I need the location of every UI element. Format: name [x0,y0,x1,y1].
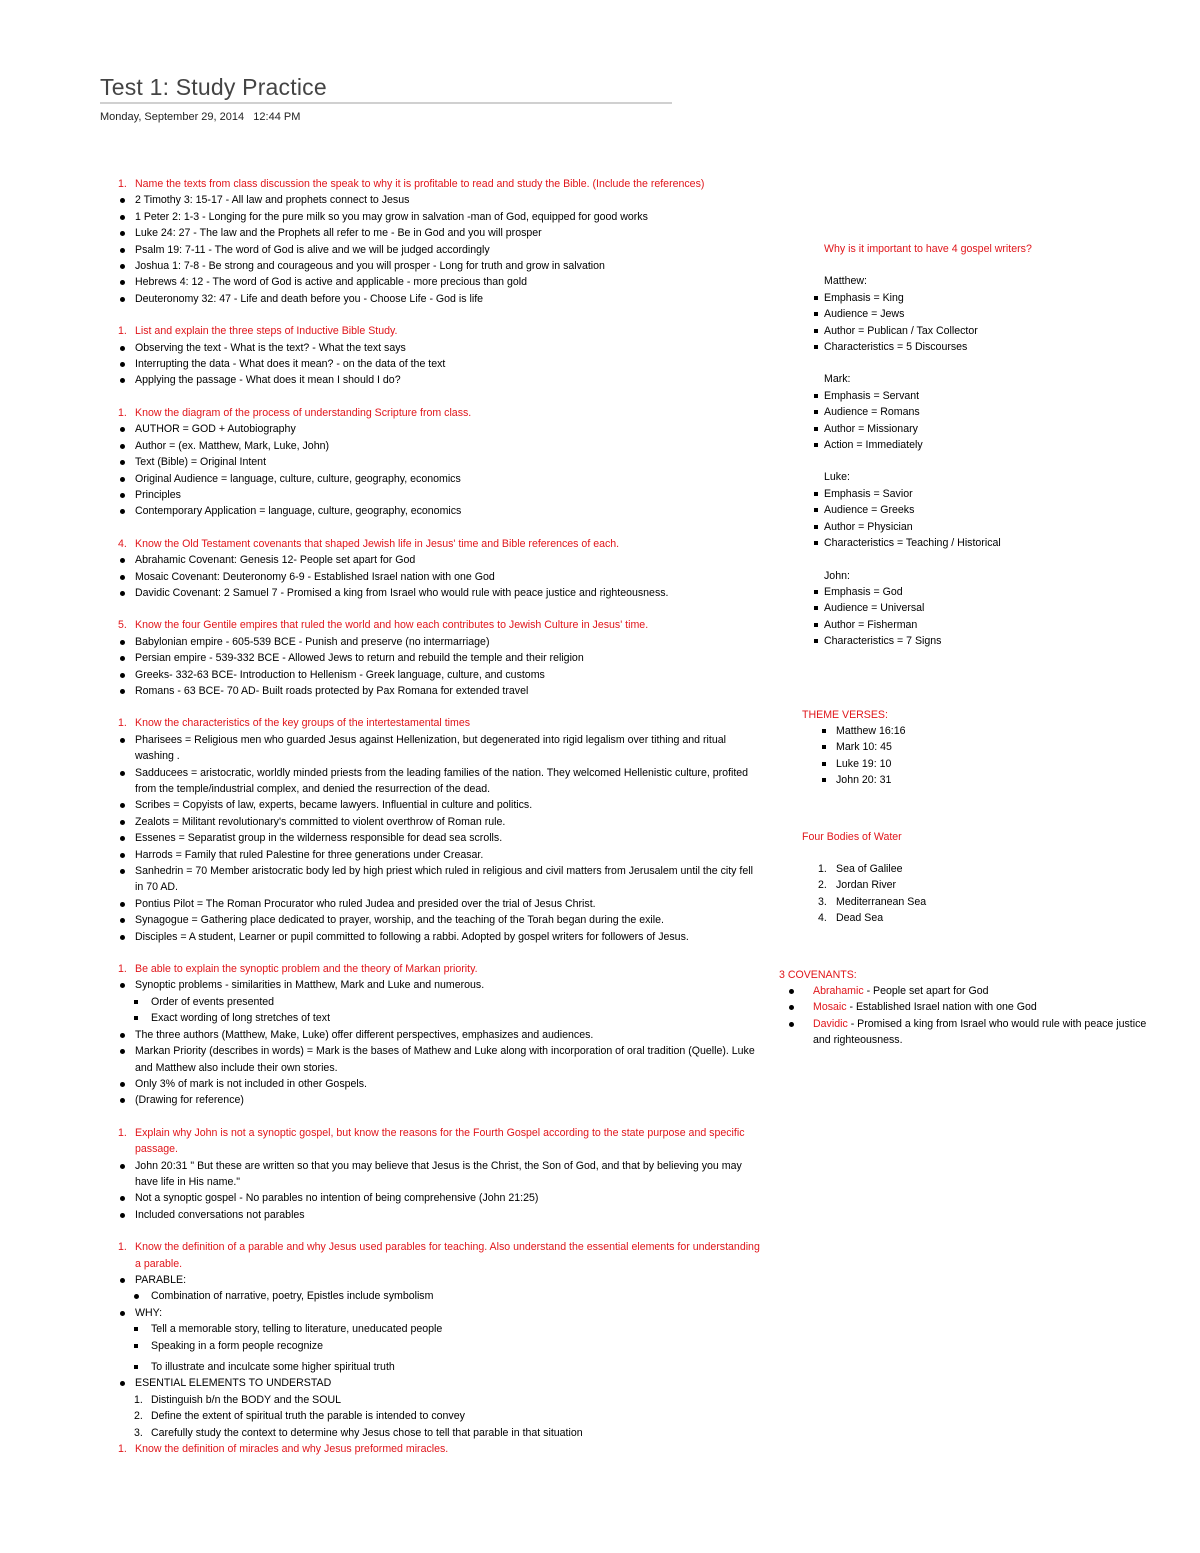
list-item: Emphasis = Servant [776,388,1156,404]
gospel-heading: Mark: [824,373,851,386]
list-item: Emphasis = Savior [776,486,1156,502]
list-item: Luke 19: 10 [776,756,1156,772]
list-item: Sanhedrin = 70 Member aristocratic body led by high priest which ruled in religious and civil matters from Jerusalem until the city fell in 70 AD. [118,863,764,896]
list-item: Synagogue = Gathering place dedicated to prayer, worship, and the teaching of the Torah began during the exile. [118,912,764,928]
list-item: WHY: [118,1305,764,1321]
list-item: Only 3% of mark is not included in other Gospels. [118,1076,764,1092]
section-covenants [118,536,764,602]
sub-list-item: 3. Carefully study the context to determine why Jesus chose to tell that parable in that situation [134,1426,583,1439]
list-item: Synoptic problems - similarities in Matthew, Mark and Luke and numerous. [118,977,764,993]
question: 1. Know the diagram of the process of understanding Scripture from class. [118,406,472,419]
list-item: Romans - 63 BCE- 70 AD- Built roads protected by Pax Romana for extended travel [118,683,764,699]
list-item: Interrupting the data - What does it mean? - on the data of the text [118,356,764,372]
list-item: Sadducees = aristocratic, worldly minded priests from the leading families of the nation. They welcomed Hellenistic culture, profited from the temple/industrial complex, and denied the resurrection of the dead. [118,765,764,798]
list-item: Abrahamic - People set apart for God [776,983,1156,999]
list-item: Disciples = A student, Learner or pupil committed to following a rabbi. Adopted by gospel writers for followers of Jesus. [118,929,764,945]
list-item: Hebrews 4: 12 - The word of God is active and applicable - more precious than gold [118,274,764,290]
list-item: ESENTIAL ELEMENTS TO UNDERSTAD [118,1375,764,1391]
question: 1. Name the texts from class discussion the speak to why it is profitable to read and study the Bible. (Include the references) [118,178,705,190]
section-inductive-study [118,323,764,389]
section-key-groups [118,715,764,945]
list-item: Mosaic - Established Israel nation with one God [776,999,1156,1015]
side-notes [776,241,1156,1049]
list-item: John 20: 31 [776,772,1156,788]
list-item: 1. Sea of Galilee [818,862,903,875]
question: 1. Know the definition of miracles and why Jesus preformed miracles. [118,1443,449,1456]
sub-list-item: Exact wording of long stretches of text [118,1010,764,1026]
gospel-heading: Luke: [824,471,850,484]
gospel-writers-question: Why is it important to have 4 gospel writers? [824,243,1032,255]
list-item: Abrahamic Covenant: Genesis 12- People set apart for God [118,552,764,568]
list-item: Emphasis = King [776,290,1156,306]
list-item: Luke 24: 27 - The law and the Prophets all refer to me - Be in God and you will prosper [118,225,764,241]
question: 1. Explain why John is not a synoptic gospel, but know the reasons for the Fourth Gospel according to the state purpose and specific passage. [118,1126,745,1156]
sub-list-item: Order of events presented [118,994,764,1010]
list-item: Babylonian empire - 605-539 BCE - Punish and preserve (no intermarriage) [118,634,764,650]
question: 4. Know the Old Testament covenants that shaped Jewish life in Jesus' time and Bible references of each. [118,537,620,550]
list-item: Emphasis = God [776,584,1156,600]
list-item: Audience = Greeks [776,502,1156,518]
section-synoptic-problem [118,961,764,1109]
list-item: Observing the text - What is the text? - What the text says [118,340,764,356]
list-item: Principles [118,487,764,503]
section-parables [118,1239,764,1457]
date-text: Monday, September 29, 2014 [100,111,245,123]
list-item: John 20:31 " But these are written so that you may believe that Jesus is the Christ, the Son of God, and that by believing you may have life in His name." [118,1158,764,1191]
list-item: Harrods = Family that ruled Palestine for three generations under Creasar. [118,847,764,863]
list-item: Matthew 16:16 [776,723,1156,739]
list-item: Davidic Covenant: 2 Samuel 7 - Promised a king from Israel who would rule with peace justice and righteousness. [118,585,764,601]
page-date [100,111,300,123]
covenants-heading: 3 COVENANTS: [779,968,857,981]
question: 1. Know the definition of a parable and why Jesus used parables for teaching. Also understand the essential elements for understanding a parable. [118,1241,760,1270]
list-item: 3. Mediterranean Sea [818,895,927,908]
list-item: Not a synoptic gospel - No parables no intention of being comprehensive (John 21:25) [118,1190,764,1206]
list-item: (Drawing for reference) [118,1092,764,1108]
section-profitable-texts [118,176,764,307]
time-text: 12:44 PM [253,111,301,123]
list-item: Scribes = Copyists of law, experts, became lawyers. Influential in culture and politics. [118,797,764,813]
list-item: Applying the passage - What does it mean I should I do? [118,372,764,388]
list-item: Essenes = Separatist group in the wilderness responsible for dead sea scrolls. [118,830,764,846]
list-item: Characteristics = Teaching / Historical [776,535,1156,551]
question: 1. Be able to explain the synoptic problem and the theory of Markan priority. [118,963,478,976]
list-item: PARABLE: [118,1272,764,1288]
list-item: Audience = Jews [776,306,1156,322]
list-item: Mosaic Covenant: Deuteronomy 6-9 - Established Israel nation with one God [118,569,764,585]
bodies-of-water-heading: Four Bodies of Water [802,830,902,843]
list-item: Zealots = Militant revolutionary's committed to violent overthrow of Roman rule. [118,814,764,830]
list-item: 2 Timothy 3: 15-17 - All law and prophets connect to Jesus [118,192,764,208]
list-item: Persian empire - 539-332 BCE - Allowed Jews to return and rebuild the temple and their religion [118,650,764,666]
sub-list-item: 1. Distinguish b/n the BODY and the SOUL [134,1393,342,1406]
list-item: Text (Bible) = Original Intent [118,454,764,470]
list-item: Davidic - Promised a king from Israel who would rule with peace justice and righteousness. [776,1016,1153,1049]
list-item: Original Audience = language, culture, culture, geography, economics [118,471,764,487]
sub-list-item: Tell a memorable story, telling to literature, uneducated people [118,1321,764,1337]
gospel-heading: John: [824,569,850,582]
list-item: Included conversations not parables [118,1207,764,1223]
list-item: Audience = Universal [776,600,1156,616]
list-item: Contemporary Application = language, culture, geography, economics [118,503,764,519]
list-item: 2. Jordan River [818,879,897,892]
list-item: AUTHOR = GOD + Autobiography [118,421,764,437]
sub-list-item: Combination of narrative, poetry, Epistles include symbolism [118,1288,764,1304]
list-item: Action = Immediately [776,437,1156,453]
question: 1. List and explain the three steps of Inductive Bible Study. [118,325,398,338]
list-item: Mark 10: 45 [776,739,1156,755]
sub-list-item: To illustrate and inculcate some higher spiritual truth [118,1359,764,1375]
list-item: Author = Physician [776,519,1156,535]
sub-list-item: 2. Define the extent of spiritual truth the parable is intended to convey [134,1410,465,1423]
list-item: Pontius Pilot = The Roman Procurator who ruled Judea and presided over the trial of Jesus Christ. [118,896,764,912]
list-item: Markan Priority (describes in words) = Mark is the bases of Mathew and Luke along with incorporation of oral tradition (Quelle). Luke and Matthew also include their own stories. [118,1043,764,1076]
list-item: Greeks- 332-63 BCE- Introduction to Hellenism - Greek language, culture, and customs [118,667,764,683]
list-item: Author = Missionary [776,421,1156,437]
gospel-heading: Matthew: [824,275,867,288]
sub-list-item: Speaking in a form people recognize [118,1338,764,1354]
list-item: Author = Publican / Tax Collector [776,323,1156,339]
list-item: Characteristics = 5 Discourses [776,339,1156,355]
list-item: Characteristics = 7 Signs [776,633,1156,649]
section-john-gospel [118,1125,764,1223]
list-item: 4. Dead Sea [818,912,884,925]
page-title: Test 1: Study Practice [100,74,327,100]
theme-verses-heading: THEME VERSES: [802,708,888,721]
list-item: Author = (ex. Matthew, Mark, Luke, John) [118,438,764,454]
list-item: Pharisees = Religious men who guarded Jesus against Hellenization, but degenerated into rigid legalism over tithing and ritual washing . [118,732,764,765]
list-item: Joshua 1: 7-8 - Be strong and courageous and you will prosper - Long for truth and grow in salvation [118,258,764,274]
list-item: Author = Fisherman [776,617,1156,633]
list-item: Psalm 19: 7-11 - The word of God is alive and we will be judged accordingly [118,242,764,258]
list-item: Deuteronomy 32: 47 - Life and death before you - Choose Life - God is life [118,291,764,307]
list-item: 1 Peter 2: 1-3 - Longing for the pure milk so you may grow in salvation -man of God, equipped for good works [118,209,764,225]
list-item: The three authors (Matthew, Make, Luke) offer different perspectives, emphasizes and audiences. [118,1027,764,1043]
question: 1. Know the characteristics of the key groups of the intertestamental times [118,717,471,730]
main-notes [118,176,764,1457]
list-item: Audience = Romans [776,404,1156,420]
title-underline [100,102,672,104]
section-gentile-empires [118,617,764,699]
section-scripture-diagram [118,405,764,520]
question: 5. Know the four Gentile empires that ruled the world and how each contributes to Jewish Culture in Jesus' time. [118,619,649,632]
